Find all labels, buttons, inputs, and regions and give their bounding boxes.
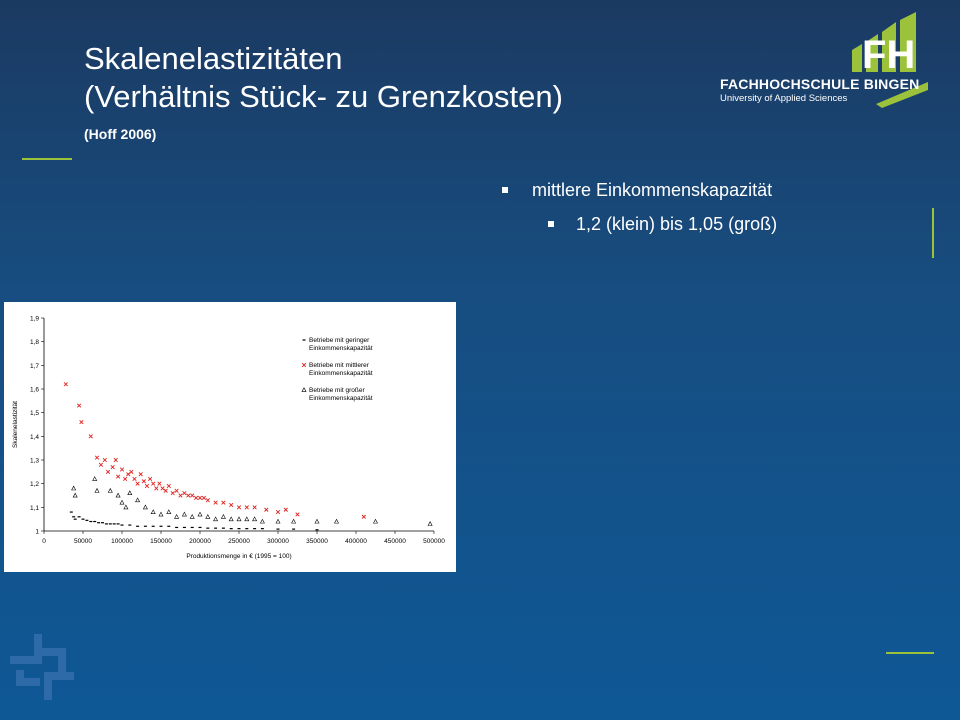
data-point-series-3 xyxy=(143,505,147,509)
title-line-1: Skalenelastizitäten xyxy=(84,41,343,76)
data-point-series-2 xyxy=(171,491,175,495)
bullet-level-1-text: mittlere Einkommenskapazität xyxy=(532,180,773,200)
data-point-series-2 xyxy=(114,458,118,462)
data-point-series-2 xyxy=(145,484,149,488)
data-point-series-2 xyxy=(198,496,202,500)
logo-letters: FH xyxy=(862,33,916,77)
data-point-series-2 xyxy=(80,420,84,424)
data-point-series-2 xyxy=(77,404,81,408)
x-tick-label: 400000 xyxy=(345,538,367,545)
data-point-series-2 xyxy=(296,513,300,517)
slide-subtitle: (Hoff 2006) xyxy=(84,126,157,142)
x-tick-label: 0 xyxy=(42,538,46,545)
y-tick-label: 1,5 xyxy=(29,410,39,418)
data-point-series-3 xyxy=(93,477,97,481)
data-point-series-3 xyxy=(276,519,280,523)
data-point-series-2 xyxy=(116,475,120,479)
data-point-series-2 xyxy=(142,480,146,484)
title-line-2: (Verhältnis Stück- zu Grenzkosten) xyxy=(84,79,563,114)
data-point-series-2 xyxy=(99,463,103,467)
data-point-series-2 xyxy=(179,494,183,498)
data-point-series-2 xyxy=(164,489,168,493)
y-axis-label: Skalenelastizität xyxy=(12,401,19,448)
data-point-series-2 xyxy=(206,498,210,502)
plus-pattern-icon xyxy=(10,634,74,700)
data-point-series-3 xyxy=(182,512,186,516)
legend-label-series-2: Einkommenskapazität xyxy=(309,370,373,377)
legend-marker-series-2 xyxy=(302,363,306,367)
data-point-series-2 xyxy=(64,382,68,386)
data-point-series-3 xyxy=(292,519,296,523)
x-tick-label: 500000 xyxy=(423,538,445,545)
y-tick-label: 1,4 xyxy=(29,433,39,441)
data-point-series-2 xyxy=(123,477,127,481)
data-point-series-2 xyxy=(284,508,288,512)
data-point-series-3 xyxy=(237,517,241,521)
data-point-series-3 xyxy=(221,515,225,519)
x-tick-label: 50000 xyxy=(73,538,93,545)
legend-label-series-3: Einkommenskapazität xyxy=(309,395,373,402)
x-tick-label: 200000 xyxy=(189,538,211,545)
data-point-series-2 xyxy=(276,510,280,514)
y-tick-label: 1,3 xyxy=(29,457,39,465)
right-accent-bar xyxy=(932,208,934,258)
data-point-series-2 xyxy=(106,470,110,474)
data-point-series-2 xyxy=(158,482,162,486)
logo-school-subtitle: University of Applied Sciences xyxy=(720,93,848,104)
data-point-series-3 xyxy=(260,519,264,523)
legend-label-series-2: Betriebe mit mittlerer xyxy=(309,362,369,369)
data-point-series-2 xyxy=(155,487,159,491)
data-point-series-2 xyxy=(133,477,137,481)
data-point-series-3 xyxy=(175,515,179,519)
legend-label-series-1: Betriebe mit geringer xyxy=(309,337,370,344)
x-tick-label: 350000 xyxy=(306,538,328,545)
bottom-accent-line xyxy=(886,652,934,654)
data-point-series-3 xyxy=(190,515,194,519)
data-point-series-2 xyxy=(151,482,155,486)
bullet-level-2-text: 1,2 (klein) bis 1,05 (groß) xyxy=(576,214,778,234)
data-point-series-2 xyxy=(89,435,93,439)
data-point-series-3 xyxy=(151,510,155,514)
bullet-level-2 xyxy=(500,212,777,236)
data-point-series-2 xyxy=(214,501,218,505)
data-point-series-2 xyxy=(130,470,134,474)
y-tick-label: 1,8 xyxy=(29,339,39,347)
x-tick-label: 300000 xyxy=(267,538,289,545)
y-tick-label: 1 xyxy=(35,528,39,536)
square-bullet-icon xyxy=(548,221,554,227)
data-point-series-2 xyxy=(161,487,165,491)
data-point-series-3 xyxy=(167,510,171,514)
legend-marker-series-3 xyxy=(302,388,306,392)
data-point-series-3 xyxy=(214,517,218,521)
data-point-series-2 xyxy=(229,503,233,507)
bullet-level-1 xyxy=(500,178,777,202)
data-point-series-3 xyxy=(136,498,140,502)
data-point-series-2 xyxy=(148,477,152,481)
y-tick-label: 1,9 xyxy=(29,315,39,323)
x-tick-label: 450000 xyxy=(384,538,406,545)
data-point-series-2 xyxy=(139,472,143,476)
data-point-series-3 xyxy=(374,519,378,523)
data-point-series-2 xyxy=(222,501,226,505)
scatter-chart xyxy=(4,302,456,572)
data-point-series-2 xyxy=(265,508,269,512)
legend-label-series-3: Betriebe mit großer xyxy=(309,387,365,394)
data-point-series-2 xyxy=(190,494,194,498)
x-tick-label: 100000 xyxy=(111,538,133,545)
data-point-series-3 xyxy=(198,512,202,516)
data-point-series-2 xyxy=(187,494,191,498)
data-point-series-2 xyxy=(202,496,206,500)
y-tick-label: 1,1 xyxy=(29,504,39,512)
logo-school-name: FACHHOCHSCHULE BINGEN xyxy=(720,76,920,92)
data-point-series-2 xyxy=(237,506,241,510)
data-point-series-2 xyxy=(136,482,140,486)
data-point-series-3 xyxy=(335,519,339,523)
data-point-series-3 xyxy=(315,519,319,523)
data-point-series-2 xyxy=(253,506,257,510)
data-point-series-3 xyxy=(95,489,99,493)
data-point-series-2 xyxy=(245,506,249,510)
x-tick-label: 150000 xyxy=(150,538,172,545)
data-point-series-3 xyxy=(116,493,120,497)
data-point-series-3 xyxy=(73,493,77,497)
logo-bar-1 xyxy=(852,44,862,72)
data-point-series-2 xyxy=(126,472,130,476)
y-tick-label: 1,7 xyxy=(29,362,39,370)
data-point-series-3 xyxy=(128,491,132,495)
data-point-series-2 xyxy=(362,515,366,519)
y-tick-label: 1,6 xyxy=(29,386,39,394)
data-point-series-3 xyxy=(229,517,233,521)
x-tick-label: 250000 xyxy=(228,538,250,545)
data-point-series-3 xyxy=(428,522,432,526)
data-point-series-3 xyxy=(159,512,163,516)
data-point-series-3 xyxy=(72,486,76,490)
data-point-series-2 xyxy=(103,458,107,462)
data-point-series-2 xyxy=(194,496,198,500)
title-accent-line xyxy=(22,158,72,160)
data-point-series-3 xyxy=(108,489,112,493)
data-point-series-3 xyxy=(206,515,210,519)
y-tick-label: 1,2 xyxy=(29,481,39,489)
bullet-list xyxy=(500,178,777,236)
legend-label-series-1: Einkommenskapazität xyxy=(309,345,373,352)
data-point-series-2 xyxy=(95,456,99,460)
x-axis-label: Produktionsmenge in € (1995 = 100) xyxy=(186,553,292,560)
square-bullet-icon xyxy=(502,187,508,193)
data-point-series-3 xyxy=(245,517,249,521)
data-point-series-2 xyxy=(120,468,124,472)
data-point-series-2 xyxy=(111,465,115,469)
data-point-series-2 xyxy=(167,484,171,488)
data-point-series-3 xyxy=(120,500,124,504)
data-point-series-3 xyxy=(124,505,128,509)
data-point-series-2 xyxy=(183,491,187,495)
data-point-series-3 xyxy=(253,517,257,521)
slide-title xyxy=(84,40,563,116)
data-point-series-2 xyxy=(175,489,179,493)
